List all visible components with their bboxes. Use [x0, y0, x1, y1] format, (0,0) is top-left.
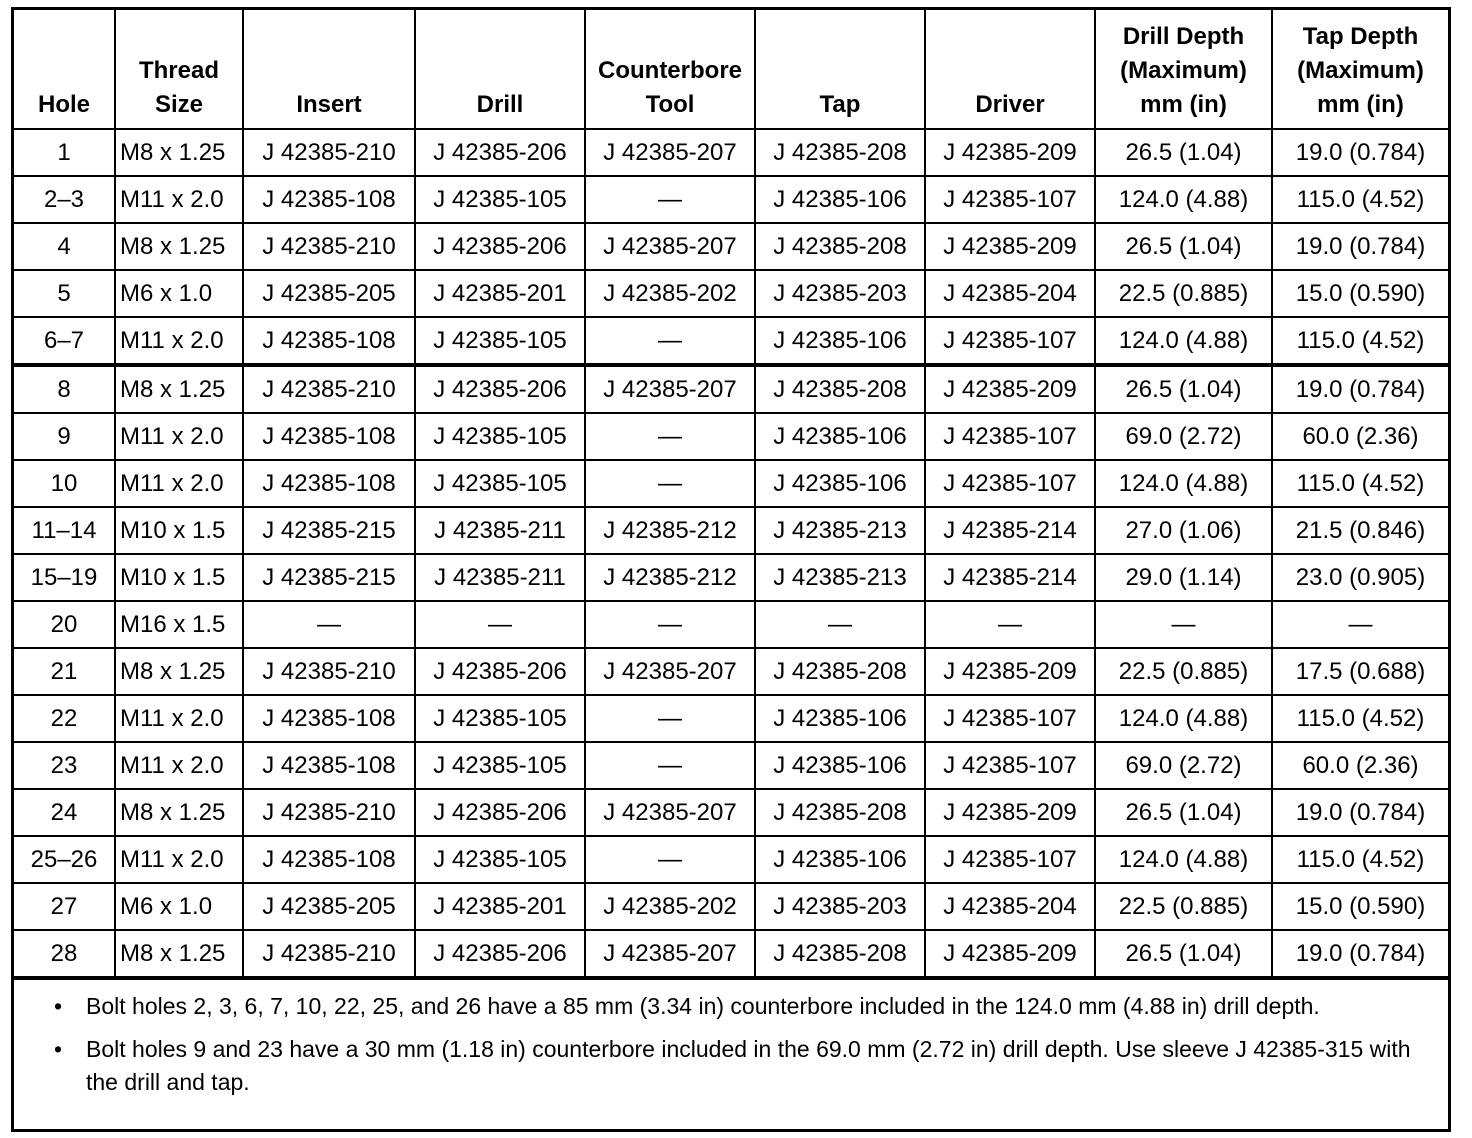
cell-hole: 22 [14, 695, 115, 742]
cell-tap-depth: 19.0 (0.784) [1272, 930, 1448, 977]
cell-driver: J 42385-107 [925, 742, 1095, 789]
cell-drill-depth: 124.0 (4.88) [1095, 317, 1272, 365]
cell-drill: J 42385-206 [415, 223, 585, 270]
cell-drill-depth: 27.0 (1.06) [1095, 507, 1272, 554]
cell-insert: J 42385-215 [243, 507, 415, 554]
cell-driver: J 42385-209 [925, 365, 1095, 413]
cell-drill: J 42385-105 [415, 695, 585, 742]
cell-insert: J 42385-215 [243, 554, 415, 601]
cell-thread-size: M8 x 1.25 [115, 129, 243, 176]
cell-tap: J 42385-106 [755, 460, 925, 507]
cell-hole: 1 [14, 129, 115, 176]
cell-drill: J 42385-206 [415, 129, 585, 176]
note-text: Bolt holes 2, 3, 6, 7, 10, 22, 25, and 26 have a 85 mm (3.34 in) counterbore included in the 124.0 mm (4.88 in) drill depth. [86, 993, 1320, 1019]
table-row [14, 883, 1448, 930]
cell-drill: J 42385-206 [415, 365, 585, 413]
cell-thread-size: M8 x 1.25 [115, 223, 243, 270]
cell-insert: J 42385-108 [243, 836, 415, 883]
cell-hole: 25–26 [14, 836, 115, 883]
header-hole: Hole [14, 10, 115, 129]
cell-drill-depth: 26.5 (1.04) [1095, 365, 1272, 413]
table-row [14, 930, 1448, 977]
cell-drill: J 42385-211 [415, 554, 585, 601]
cell-drill: J 42385-105 [415, 317, 585, 365]
table-row [14, 648, 1448, 695]
cell-drill-depth: 124.0 (4.88) [1095, 176, 1272, 223]
table-row [14, 129, 1448, 176]
cell-drill: J 42385-206 [415, 789, 585, 836]
cell-tap-depth: 115.0 (4.52) [1272, 836, 1448, 883]
cell-tap: J 42385-106 [755, 836, 925, 883]
cell-tap-depth: 17.5 (0.688) [1272, 648, 1448, 695]
cell-thread-size: M11 x 2.0 [115, 413, 243, 460]
header-tap-depth: Tap Depth (Maximum) mm (in) [1272, 10, 1448, 129]
cell-counterbore-tool: J 42385-202 [585, 883, 755, 930]
table-row [14, 365, 1448, 413]
cell-driver: J 42385-107 [925, 836, 1095, 883]
cell-tap: J 42385-106 [755, 742, 925, 789]
note-item [54, 1033, 1424, 1099]
cell-tap-depth: 15.0 (0.590) [1272, 883, 1448, 930]
header-counterbore-tool: Counterbore Tool [585, 10, 755, 129]
cell-tap-depth: 19.0 (0.784) [1272, 365, 1448, 413]
cell-tap-depth: 19.0 (0.784) [1272, 789, 1448, 836]
cell-tap: — [755, 601, 925, 648]
cell-drill: J 42385-105 [415, 836, 585, 883]
cell-hole: 11–14 [14, 507, 115, 554]
cell-counterbore-tool: J 42385-207 [585, 648, 755, 695]
cell-drill: J 42385-201 [415, 883, 585, 930]
cell-tap-depth: 23.0 (0.905) [1272, 554, 1448, 601]
cell-thread-size: M11 x 2.0 [115, 460, 243, 507]
cell-drill: J 42385-105 [415, 413, 585, 460]
table-row [14, 317, 1448, 365]
cell-drill: J 42385-211 [415, 507, 585, 554]
cell-counterbore-tool: — [585, 836, 755, 883]
spec-table-frame [11, 7, 1451, 1132]
cell-thread-size: M11 x 2.0 [115, 317, 243, 365]
cell-insert: J 42385-210 [243, 930, 415, 977]
cell-thread-size: M8 x 1.25 [115, 789, 243, 836]
cell-drill-depth: 22.5 (0.885) [1095, 648, 1272, 695]
table-row [14, 554, 1448, 601]
cell-tap-depth: 115.0 (4.52) [1272, 695, 1448, 742]
cell-thread-size: M10 x 1.5 [115, 507, 243, 554]
notes-list [54, 990, 1424, 1099]
table-row [14, 789, 1448, 836]
cell-driver: J 42385-209 [925, 223, 1095, 270]
cell-driver: J 42385-107 [925, 695, 1095, 742]
cell-tap: J 42385-208 [755, 365, 925, 413]
cell-counterbore-tool: J 42385-212 [585, 507, 755, 554]
cell-drill-depth: 124.0 (4.88) [1095, 695, 1272, 742]
cell-drill: J 42385-105 [415, 742, 585, 789]
header-row [14, 10, 1448, 129]
table-header [14, 10, 1448, 129]
cell-tap: J 42385-208 [755, 129, 925, 176]
cell-insert: J 42385-210 [243, 365, 415, 413]
cell-tap-depth: 60.0 (2.36) [1272, 413, 1448, 460]
cell-thread-size: M8 x 1.25 [115, 648, 243, 695]
cell-hole: 28 [14, 930, 115, 977]
cell-driver: J 42385-204 [925, 883, 1095, 930]
table-row [14, 270, 1448, 317]
table-row [14, 460, 1448, 507]
cell-thread-size: M11 x 2.0 [115, 176, 243, 223]
cell-counterbore-tool: J 42385-207 [585, 223, 755, 270]
cell-drill-depth: 26.5 (1.04) [1095, 930, 1272, 977]
cell-tap-depth: 21.5 (0.846) [1272, 507, 1448, 554]
table-body [14, 129, 1448, 977]
cell-hole: 2–3 [14, 176, 115, 223]
cell-insert: J 42385-108 [243, 460, 415, 507]
cell-drill-depth: 26.5 (1.04) [1095, 789, 1272, 836]
cell-thread-size: M6 x 1.0 [115, 883, 243, 930]
header-insert: Insert [243, 10, 415, 129]
header-drill: Drill [415, 10, 585, 129]
cell-thread-size: M10 x 1.5 [115, 554, 243, 601]
cell-drill: — [415, 601, 585, 648]
cell-driver: J 42385-214 [925, 554, 1095, 601]
cell-counterbore-tool: — [585, 460, 755, 507]
cell-hole: 15–19 [14, 554, 115, 601]
cell-tap-depth: — [1272, 601, 1448, 648]
note-item [54, 990, 1424, 1023]
cell-tap-depth: 115.0 (4.52) [1272, 317, 1448, 365]
cell-hole: 4 [14, 223, 115, 270]
cell-insert: J 42385-210 [243, 648, 415, 695]
note-text: Bolt holes 9 and 23 have a 30 mm (1.18 in) counterbore included in the 69.0 mm (2.72 in) drill depth. Use sleeve J 42385-315 with the drill and tap. [86, 1036, 1411, 1095]
table-row [14, 223, 1448, 270]
cell-hole: 8 [14, 365, 115, 413]
cell-drill-depth: 124.0 (4.88) [1095, 460, 1272, 507]
cell-tap: J 42385-208 [755, 223, 925, 270]
cell-thread-size: M8 x 1.25 [115, 365, 243, 413]
header-tap: Tap [755, 10, 925, 129]
cell-insert: J 42385-108 [243, 176, 415, 223]
cell-counterbore-tool: — [585, 176, 755, 223]
cell-hole: 6–7 [14, 317, 115, 365]
cell-drill: J 42385-206 [415, 930, 585, 977]
header-thread-size: Thread Size [115, 10, 243, 129]
cell-drill-depth: — [1095, 601, 1272, 648]
cell-tap-depth: 60.0 (2.36) [1272, 742, 1448, 789]
cell-counterbore-tool: — [585, 317, 755, 365]
bullet-icon: • [54, 993, 63, 1019]
cell-insert: J 42385-108 [243, 413, 415, 460]
cell-insert: J 42385-108 [243, 695, 415, 742]
cell-drill-depth: 22.5 (0.885) [1095, 270, 1272, 317]
cell-drill: J 42385-206 [415, 648, 585, 695]
header-driver: Driver [925, 10, 1095, 129]
cell-tap-depth: 19.0 (0.784) [1272, 129, 1448, 176]
cell-hole: 21 [14, 648, 115, 695]
cell-drill-depth: 69.0 (2.72) [1095, 413, 1272, 460]
cell-thread-size: M8 x 1.25 [115, 930, 243, 977]
cell-tap-depth: 15.0 (0.590) [1272, 270, 1448, 317]
cell-hole: 23 [14, 742, 115, 789]
cell-driver: J 42385-209 [925, 930, 1095, 977]
cell-insert: J 42385-205 [243, 883, 415, 930]
cell-drill-depth: 26.5 (1.04) [1095, 223, 1272, 270]
table-row [14, 176, 1448, 223]
cell-driver: J 42385-209 [925, 648, 1095, 695]
cell-insert: J 42385-108 [243, 317, 415, 365]
cell-driver: J 42385-209 [925, 789, 1095, 836]
cell-driver: J 42385-214 [925, 507, 1095, 554]
cell-insert: J 42385-210 [243, 129, 415, 176]
cell-tap-depth: 115.0 (4.52) [1272, 460, 1448, 507]
cell-driver: J 42385-107 [925, 460, 1095, 507]
cell-driver: J 42385-107 [925, 176, 1095, 223]
cell-drill-depth: 29.0 (1.14) [1095, 554, 1272, 601]
cell-driver: J 42385-107 [925, 317, 1095, 365]
cell-tap-depth: 19.0 (0.784) [1272, 223, 1448, 270]
cell-thread-size: M11 x 2.0 [115, 742, 243, 789]
cell-hole: 10 [14, 460, 115, 507]
cell-insert: J 42385-108 [243, 742, 415, 789]
cell-driver: J 42385-107 [925, 413, 1095, 460]
cell-hole: 5 [14, 270, 115, 317]
cell-tap: J 42385-106 [755, 317, 925, 365]
cell-tap: J 42385-213 [755, 554, 925, 601]
cell-insert: J 42385-210 [243, 223, 415, 270]
notes-section [14, 978, 1448, 1099]
cell-counterbore-tool: — [585, 695, 755, 742]
cell-hole: 9 [14, 413, 115, 460]
cell-counterbore-tool: — [585, 601, 755, 648]
table-row [14, 742, 1448, 789]
cell-hole: 20 [14, 601, 115, 648]
cell-counterbore-tool: J 42385-207 [585, 129, 755, 176]
cell-drill: J 42385-201 [415, 270, 585, 317]
cell-insert: J 42385-205 [243, 270, 415, 317]
cell-thread-size: M16 x 1.5 [115, 601, 243, 648]
cell-driver: J 42385-204 [925, 270, 1095, 317]
cell-counterbore-tool: — [585, 413, 755, 460]
cell-thread-size: M11 x 2.0 [115, 836, 243, 883]
cell-drill-depth: 69.0 (2.72) [1095, 742, 1272, 789]
cell-counterbore-tool: — [585, 742, 755, 789]
cell-drill-depth: 26.5 (1.04) [1095, 129, 1272, 176]
header-drill-depth: Drill Depth (Maximum) mm (in) [1095, 10, 1272, 129]
table-row [14, 601, 1448, 648]
table-row [14, 836, 1448, 883]
cell-tap: J 42385-213 [755, 507, 925, 554]
cell-drill-depth: 22.5 (0.885) [1095, 883, 1272, 930]
cell-insert: — [243, 601, 415, 648]
cell-counterbore-tool: J 42385-202 [585, 270, 755, 317]
cell-counterbore-tool: J 42385-207 [585, 930, 755, 977]
bullet-icon: • [54, 1036, 63, 1062]
cell-thread-size: M6 x 1.0 [115, 270, 243, 317]
cell-driver: J 42385-209 [925, 129, 1095, 176]
cell-counterbore-tool: J 42385-207 [585, 365, 755, 413]
cell-tap: J 42385-106 [755, 695, 925, 742]
cell-hole: 24 [14, 789, 115, 836]
cell-driver: — [925, 601, 1095, 648]
table-row [14, 413, 1448, 460]
table-row [14, 507, 1448, 554]
cell-hole: 27 [14, 883, 115, 930]
cell-counterbore-tool: J 42385-207 [585, 789, 755, 836]
cell-tap: J 42385-203 [755, 883, 925, 930]
cell-drill: J 42385-105 [415, 460, 585, 507]
cell-insert: J 42385-210 [243, 789, 415, 836]
cell-tap: J 42385-203 [755, 270, 925, 317]
tool-spec-table [14, 10, 1448, 978]
cell-tap: J 42385-208 [755, 648, 925, 695]
cell-counterbore-tool: J 42385-212 [585, 554, 755, 601]
cell-drill-depth: 124.0 (4.88) [1095, 836, 1272, 883]
cell-tap: J 42385-208 [755, 789, 925, 836]
cell-tap-depth: 115.0 (4.52) [1272, 176, 1448, 223]
table-row [14, 695, 1448, 742]
cell-drill: J 42385-105 [415, 176, 585, 223]
cell-tap: J 42385-106 [755, 176, 925, 223]
cell-tap: J 42385-208 [755, 930, 925, 977]
cell-tap: J 42385-106 [755, 413, 925, 460]
cell-thread-size: M11 x 2.0 [115, 695, 243, 742]
